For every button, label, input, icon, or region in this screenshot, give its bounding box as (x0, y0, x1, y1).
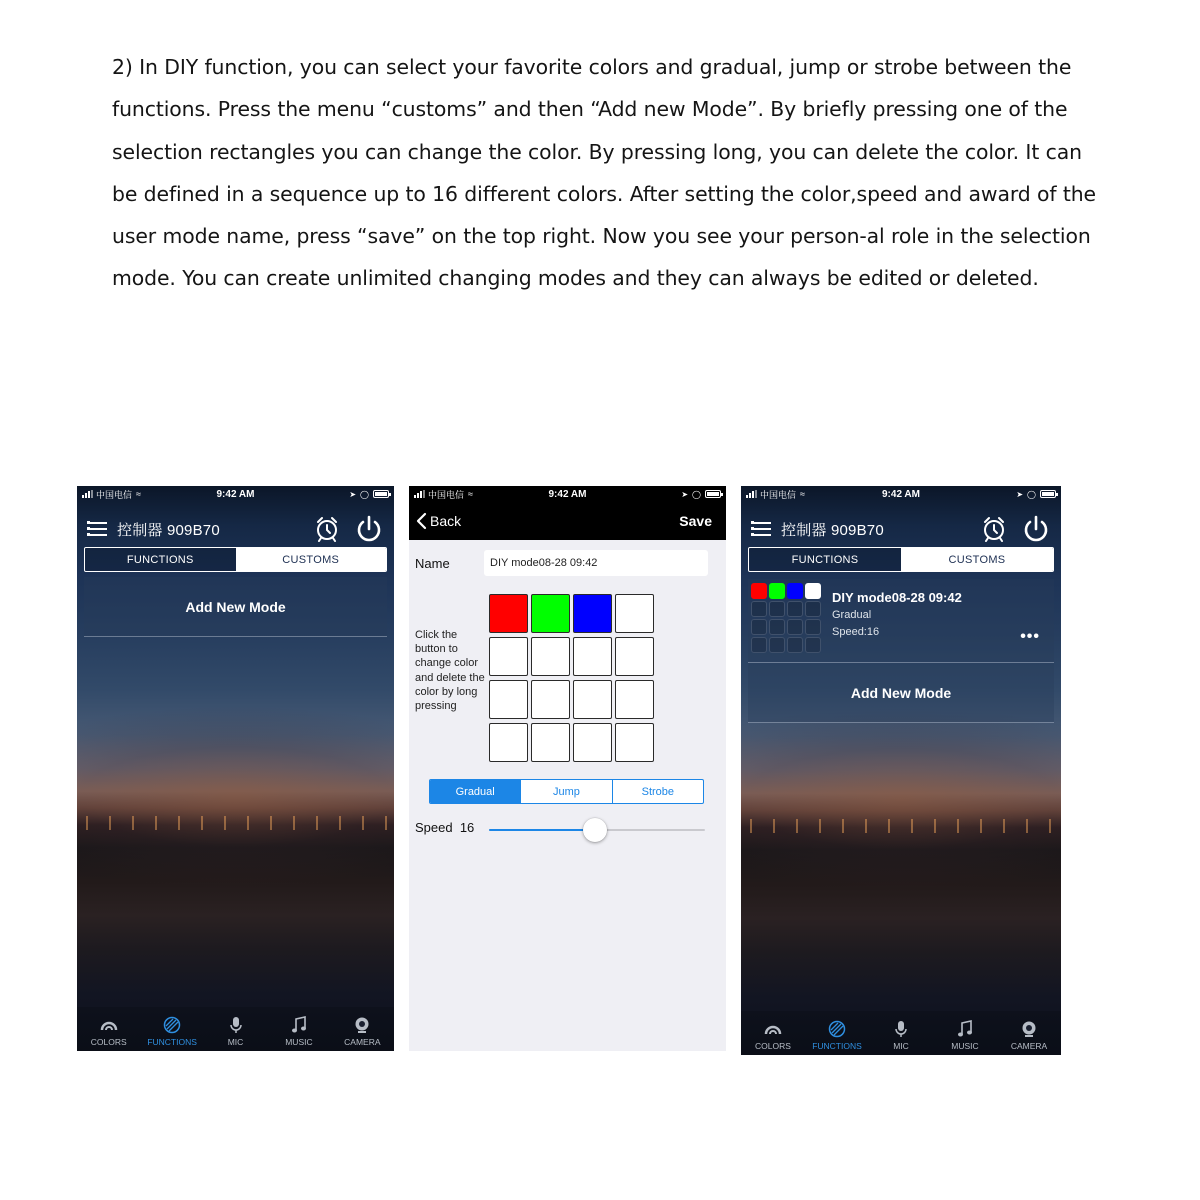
more-options-icon[interactable]: ••• (1020, 628, 1040, 645)
location-icon: ➤ (681, 489, 689, 499)
clock-label: 9:42 AM (548, 488, 587, 500)
color-hint-text: Click the button to change color and delete the color by long pressing (415, 629, 485, 713)
status-icons (349, 490, 389, 499)
tab-customs[interactable]: CUSTOMS (236, 548, 387, 571)
location-icon: ➤ (349, 489, 357, 499)
status-bar (741, 486, 1061, 502)
tab-label: MIC (227, 1037, 244, 1047)
tab-label: COLORS (90, 1037, 127, 1047)
power-icon[interactable] (354, 514, 384, 544)
battery-icon (705, 490, 721, 498)
preview-color-slot (805, 583, 821, 599)
color-slot[interactable] (531, 594, 570, 633)
tab-colors[interactable] (77, 1007, 140, 1051)
speed-value: 16 (459, 820, 475, 835)
signal-icon (746, 490, 757, 498)
preview-color-slot (751, 601, 767, 617)
carrier-label: 中国电信 (96, 489, 133, 500)
signal-icon (414, 490, 425, 498)
tab-mic[interactable] (869, 1011, 933, 1055)
menu-icon[interactable] (751, 521, 771, 537)
camera-icon (353, 1016, 371, 1034)
functions-customs-switch (748, 547, 1054, 572)
color-slot[interactable] (489, 723, 528, 762)
color-slot[interactable] (489, 680, 528, 719)
wifi-icon: ≈ (468, 489, 473, 499)
functions-icon (828, 1020, 846, 1038)
tab-label: CAMERA (1010, 1041, 1048, 1051)
saved-mode-type: Gradual (832, 609, 872, 621)
alarm-clock-icon[interactable] (981, 516, 1007, 542)
preview-color-slot (805, 637, 821, 653)
speed-slider-fill (489, 829, 595, 831)
tab-colors[interactable] (741, 1011, 805, 1055)
color-selection-grid (489, 594, 654, 762)
color-slot[interactable] (531, 723, 570, 762)
battery-icon (1040, 490, 1056, 498)
tab-label: CAMERA (344, 1037, 381, 1047)
horizon-lights (741, 819, 1061, 833)
preview-color-slot (787, 619, 803, 635)
wifi-icon: ≈ (800, 489, 805, 499)
device-name: 控制器 909B70 (781, 521, 884, 539)
power-icon[interactable] (1021, 514, 1051, 544)
navigation-bar (409, 502, 726, 540)
name-label: Name (415, 556, 450, 571)
mode-name-input[interactable] (484, 550, 708, 576)
microphone-icon (227, 1016, 245, 1034)
functions-customs-switch (84, 547, 387, 572)
tab-functions-bottom[interactable] (805, 1011, 869, 1055)
back-label: Back (430, 513, 462, 529)
horizon-lights (77, 816, 394, 830)
location-icon: ➤ (1016, 489, 1024, 499)
status-bar (77, 486, 394, 502)
preview-color-slot (769, 583, 785, 599)
preview-color-slot (769, 601, 785, 617)
wifi-icon: ≈ (136, 489, 141, 499)
save-button[interactable]: Save (679, 513, 712, 529)
transition-mode-selector (429, 779, 704, 804)
alarm-icon: ◯ (360, 489, 369, 499)
functions-icon (163, 1016, 181, 1034)
bottom-tab-bar (741, 1011, 1061, 1055)
preview-color-slot (751, 637, 767, 653)
color-slot[interactable] (573, 680, 612, 719)
tab-mic[interactable] (204, 1007, 267, 1051)
instructions-text: 2) In DIY function, you can select your favorite colors and gradual, jump or strobe between the functions. Press the menu “customs” and then “Add new Mode”. By briefly pressing one of the selection rectangles you can change the color. By pressing long, you can delete the color. It can be defined in a sequence up to 16 different colors. After setting the color,speed and award of the user mode name, press “save” on the top right. Now you see your person-al role in the selection mode. You can create unlimited changing modes and they can always be edited or deleted. (112, 55, 1096, 291)
carrier-label: 中国电信 (428, 489, 465, 500)
tab-camera[interactable] (331, 1007, 394, 1051)
preview-color-slot (805, 601, 821, 617)
preview-color-slot (787, 637, 803, 653)
alarm-icon: ◯ (1027, 489, 1036, 499)
preview-color-slot (769, 637, 785, 653)
color-slot[interactable] (489, 594, 528, 633)
status-icons (1016, 490, 1056, 499)
music-note-icon (956, 1020, 974, 1038)
tab-functions-bottom[interactable] (140, 1007, 203, 1051)
color-slot[interactable] (615, 637, 654, 676)
color-slot[interactable] (615, 723, 654, 762)
color-slot[interactable] (615, 594, 654, 633)
tab-label: MUSIC (285, 1037, 313, 1047)
tab-functions[interactable]: FUNCTIONS (749, 548, 901, 571)
speed-slider[interactable] (489, 829, 705, 831)
color-slot[interactable] (573, 594, 612, 633)
tab-music[interactable] (933, 1011, 997, 1055)
carrier-label: 中国电信 (760, 489, 797, 500)
microphone-icon (892, 1020, 910, 1038)
chevron-left-icon (415, 512, 427, 530)
alarm-icon: ◯ (692, 489, 701, 499)
tab-functions[interactable]: FUNCTIONS (85, 548, 236, 571)
speed-slider-thumb[interactable] (583, 818, 607, 842)
preview-color-slot (805, 619, 821, 635)
speed-label (415, 820, 474, 835)
status-bar (409, 486, 726, 502)
preview-color-slot (751, 583, 767, 599)
alarm-clock-icon[interactable] (314, 516, 340, 542)
saved-mode-card[interactable] (748, 579, 1054, 663)
music-note-icon (290, 1016, 308, 1034)
color-slot[interactable] (573, 723, 612, 762)
saved-mode-color-preview (751, 583, 821, 653)
phone-screen-customs-saved (741, 486, 1061, 1055)
saved-mode-speed: Speed:16 (832, 626, 880, 638)
tab-customs[interactable]: CUSTOMS (901, 548, 1053, 571)
mode-strobe[interactable]: Strobe (641, 785, 675, 798)
tab-camera[interactable] (997, 1011, 1061, 1055)
clock-label: 9:42 AM (216, 488, 255, 500)
phone-screen-diy-editor (409, 486, 726, 1051)
speed-label-text: Speed (415, 820, 453, 835)
add-new-mode-button[interactable]: Add New Mode (84, 577, 387, 637)
rainbow-icon (100, 1016, 118, 1034)
color-slot[interactable] (573, 637, 612, 676)
color-slot[interactable] (531, 680, 570, 719)
signal-icon (82, 490, 93, 498)
status-icons (681, 490, 721, 499)
mode-jump[interactable]: Jump (521, 780, 612, 803)
tab-music[interactable] (267, 1007, 330, 1051)
color-slot[interactable] (615, 680, 654, 719)
tab-label: FUNCTIONS (812, 1041, 862, 1051)
back-button[interactable] (415, 512, 461, 530)
tab-label: FUNCTIONS (147, 1037, 197, 1047)
tab-label: MIC (893, 1041, 909, 1051)
add-new-mode-button[interactable]: Add New Mode (748, 663, 1054, 723)
rainbow-icon (764, 1020, 782, 1038)
camera-icon (1020, 1020, 1038, 1038)
color-slot[interactable] (489, 637, 528, 676)
color-slot[interactable] (531, 637, 570, 676)
device-name: 控制器 909B70 (117, 521, 220, 539)
bottom-tab-bar (77, 1007, 394, 1051)
tab-label: COLORS (755, 1041, 791, 1051)
battery-icon (373, 490, 389, 498)
preview-color-slot (751, 619, 767, 635)
clock-label: 9:42 AM (882, 488, 920, 500)
tab-label: MUSIC (951, 1041, 979, 1051)
menu-icon[interactable] (87, 521, 107, 537)
saved-mode-title: DIY mode08-28 09:42 (832, 590, 962, 605)
preview-color-slot (769, 619, 785, 635)
phone-screen-customs-empty (77, 486, 394, 1051)
preview-color-slot (787, 601, 803, 617)
preview-color-slot (787, 583, 803, 599)
mode-gradual[interactable]: Gradual (430, 780, 521, 803)
